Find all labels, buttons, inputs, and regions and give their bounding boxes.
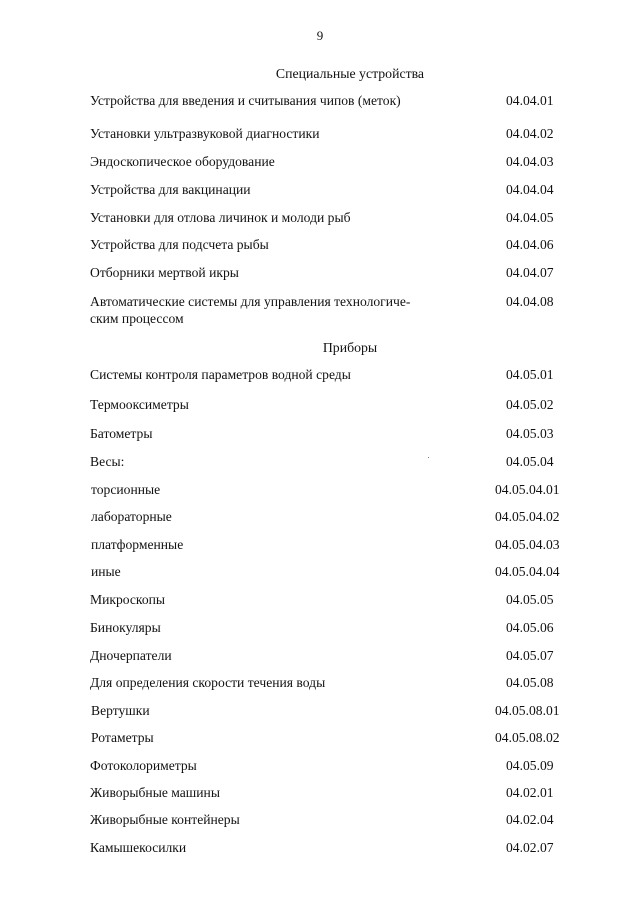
list-item [0,592,640,612]
list-item [0,564,640,584]
list-item [0,210,640,230]
list-item [0,454,640,474]
item-name: Дночерпатели [90,648,172,663]
item-code: 04.05.04.04 [495,564,560,579]
item-name: Термооксиметры [90,397,189,412]
list-item [0,537,640,557]
item-code: 04.04.03 [506,154,554,169]
item-code: 04.04.08 [506,294,554,309]
item-name: Системы контроля параметров водной среды [90,367,351,382]
list-item [0,426,640,446]
list-item [0,648,640,668]
item-name: Установки ультразвуковой диагностики [90,126,320,141]
item-code: 04.05.07 [506,648,554,663]
item-name: Устройства для введения и считывания чипов (меток) [90,93,401,108]
item-name: иные [91,564,121,579]
item-code: 04.05.04.02 [495,509,560,524]
item-name: Отборники мертвой икры [90,265,239,280]
item-name: лабораторные [91,509,172,524]
item-code: 04.05.05 [506,592,554,607]
item-name: Фотоколориметры [90,758,197,773]
item-name: Установки для отлова личинок и молоди рыб [90,210,351,225]
list-item [0,703,640,723]
item-code: 04.04.06 [506,237,554,252]
item-code: 04.05.04 [506,454,554,469]
item-code: 04.05.02 [506,397,554,412]
scan-speck [428,457,429,458]
item-name: Батометры [90,426,153,441]
list-item [0,367,640,387]
item-code: 04.05.09 [506,758,554,773]
item-code: 04.04.01 [506,93,554,108]
item-name: торсионные [91,482,161,497]
item-code: 04.05.08 [506,675,554,690]
item-code: 04.05.08.01 [495,703,560,718]
list-item [0,237,640,257]
list-item [0,840,640,860]
item-name: Вертушки [91,703,150,718]
item-code: 04.05.04.03 [495,537,560,552]
item-code: 04.05.01 [506,367,554,382]
list-item [0,397,640,417]
list-item [0,93,640,113]
list-item [0,785,640,805]
list-item [0,126,640,146]
list-item [0,758,640,778]
section-heading-instruments: Приборы [322,340,378,355]
item-name: Бинокуляры [90,620,161,635]
item-name: Микроскопы [90,592,166,607]
list-item [0,182,640,202]
item-name: Ротаметры [91,730,154,745]
item-code: 04.05.08.02 [495,730,560,745]
item-code: 04.02.04 [506,812,554,827]
list-item [0,154,640,174]
list-item [0,509,640,529]
list-item [0,730,640,750]
item-code: 04.04.04 [506,182,554,197]
item-code: 04.02.01 [506,785,554,800]
item-name: Живорыбные машины [90,785,220,800]
section-heading-special-devices: Специальные устройства [275,66,425,81]
item-code: 04.04.02 [506,126,554,141]
item-name-line-1: Автоматические системы для управления технологиче- [90,294,411,309]
list-item [0,265,640,285]
item-name: Камышекосилки [90,840,187,855]
item-code: 04.05.03 [506,426,554,441]
item-code: 04.04.07 [506,265,554,280]
list-item [0,812,640,832]
item-name: Весы: [90,454,125,469]
item-name: Устройства для подсчета рыбы [90,237,269,252]
item-name-line-2: ским процессом [90,311,184,326]
list-item [0,294,640,330]
list-item [0,482,640,502]
item-name: платформенные [91,537,184,552]
item-name: Эндоскопическое оборудование [90,154,275,169]
list-item [0,675,640,695]
item-name: Для определения скорости течения воды [90,675,326,690]
item-code: 04.05.06 [506,620,554,635]
page-number: 9 [316,28,324,43]
list-item [0,620,640,640]
item-code: 04.02.07 [506,840,554,855]
item-name: Устройства для вакцинации [90,182,251,197]
item-code: 04.05.04.01 [495,482,560,497]
item-name: Живорыбные контейнеры [90,812,240,827]
item-code: 04.04.05 [506,210,554,225]
